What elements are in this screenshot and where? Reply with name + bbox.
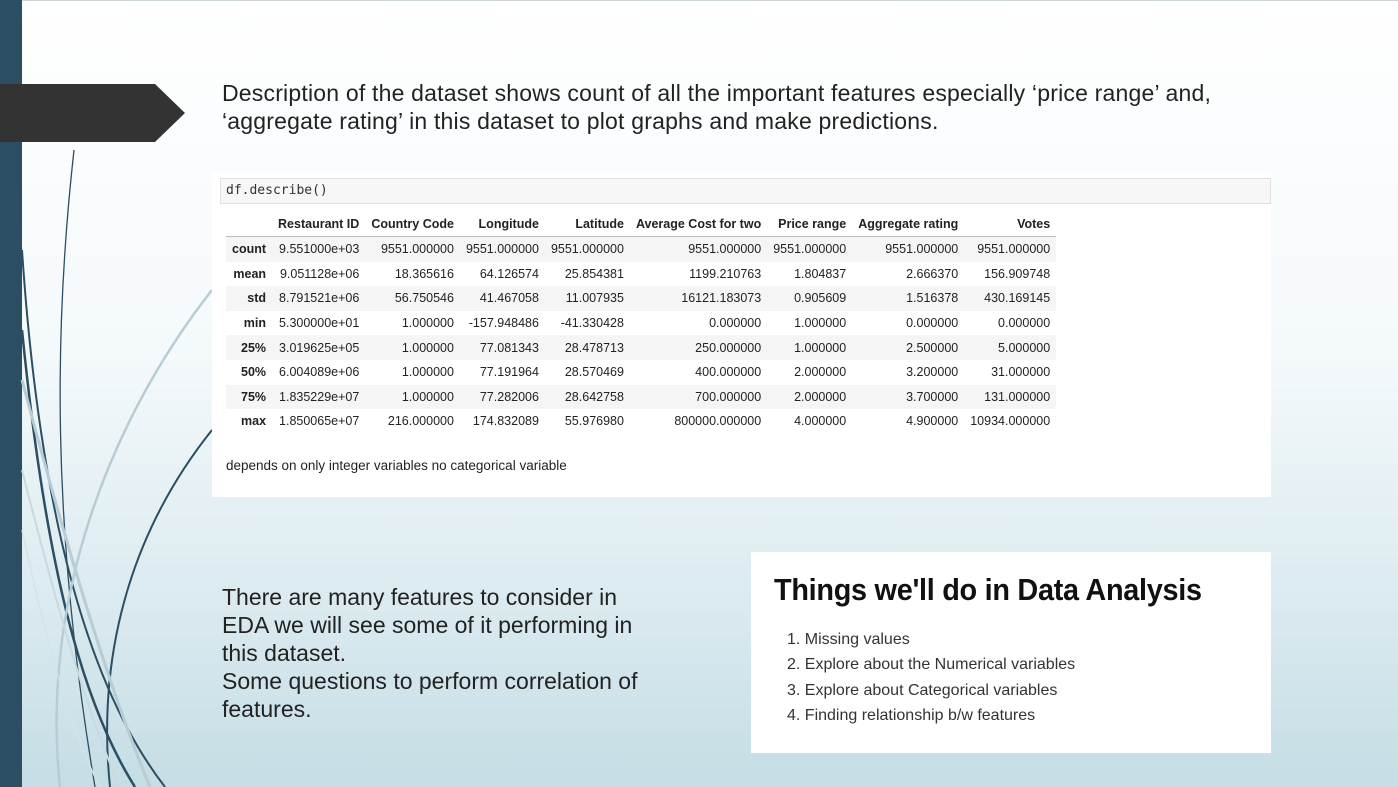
list-item: 2. Explore about the Numerical variables [787, 656, 1076, 674]
eda-description-line: There are many features to consider in [222, 584, 618, 610]
table-cell: 5.300000e+01 [279, 316, 360, 331]
table-cell: 9.551000e+03 [279, 242, 360, 257]
list-item: 4. Finding relationship b/w features [787, 706, 1036, 724]
table-cell: 1.000000 [794, 340, 847, 355]
table-row [226, 385, 1056, 410]
row-label: max [241, 414, 267, 429]
table-cell: 0.000000 [709, 316, 762, 331]
table-cell: 77.282006 [479, 389, 539, 404]
table-cell: 77.081343 [479, 340, 539, 355]
table-cell: 2.000000 [794, 365, 847, 380]
eda-description [222, 583, 722, 723]
table-cell: 9551.000000 [465, 242, 539, 257]
table-cell: 1199.210763 [689, 266, 762, 281]
row-label: mean [233, 266, 267, 281]
table-row [226, 360, 1056, 385]
describe-table [226, 212, 1056, 434]
table-cell: 156.909748 [984, 266, 1051, 281]
table-row [226, 335, 1056, 360]
table-cell: 0.000000 [906, 316, 959, 331]
table-cell: 41.467058 [479, 291, 539, 306]
analysis-plan-card [751, 552, 1271, 753]
eda-description-line: Some questions to perform correlation of [222, 668, 638, 694]
table-cell: 56.750546 [394, 291, 454, 306]
row-label: min [243, 316, 267, 331]
table-row [226, 262, 1056, 287]
table-cell: 18.365616 [394, 266, 454, 281]
table-cell: -157.948486 [468, 316, 539, 331]
table-cell: 3.019625e+05 [279, 340, 360, 355]
column-header: Latitude [545, 212, 630, 237]
table-cell: 400.000000 [695, 365, 762, 380]
card-title: Things we'll do in Data Analysis [774, 572, 1202, 607]
eda-description-line: features. [222, 696, 312, 722]
table-cell: 131.000000 [984, 389, 1051, 404]
table-body [226, 237, 1056, 434]
table-cell: 1.850065e+07 [279, 414, 360, 429]
code-cell[interactable]: df.describe() [220, 178, 1271, 204]
table-cell: 700.000000 [695, 389, 762, 404]
table-row [226, 311, 1056, 336]
table-cell: 5.000000 [998, 340, 1051, 355]
table-cell: 216.000000 [387, 414, 454, 429]
column-header: Restaurant ID [272, 212, 365, 237]
table-cell: 28.478713 [564, 340, 624, 355]
table-cell: 9551.000000 [773, 242, 847, 257]
table-cell: 0.905609 [794, 291, 847, 306]
column-header [226, 212, 272, 237]
table-cell: -41.330428 [560, 316, 624, 331]
table-cell: 55.976980 [564, 414, 624, 429]
row-label: 25% [241, 340, 267, 355]
list-item: 1. Missing values [787, 631, 910, 648]
table-cell: 430.169145 [984, 291, 1051, 306]
table-cell: 16121.183073 [681, 291, 762, 306]
table-cell: 1.000000 [401, 389, 454, 404]
column-header: Aggregate rating [852, 212, 964, 237]
table-cell: 800000.000000 [674, 414, 762, 429]
intro-text: Description of the dataset shows count of all the important features especially ‘price range’ and, ‘aggregate rating’ in this dataset to plot graphs and make predictions. [222, 80, 1212, 134]
table-cell: 2.666370 [906, 266, 959, 281]
table-cell: 9551.000000 [885, 242, 959, 257]
table-header-row [226, 212, 1056, 237]
notebook-output-panel [212, 172, 1271, 497]
table-cell: 4.000000 [794, 414, 847, 429]
table-cell: 1.000000 [401, 316, 454, 331]
table-cell: 11.007935 [565, 291, 624, 306]
arrow-tab-shape [0, 84, 185, 142]
column-header: Votes [964, 212, 1056, 237]
table-cell: 174.832089 [472, 414, 539, 429]
table-row [226, 409, 1056, 434]
table-cell: 1.804837 [794, 266, 847, 281]
eda-description-line: this dataset. [222, 640, 347, 666]
row-label: 75% [241, 389, 267, 404]
list-item: 3. Explore about Categorical variables [787, 681, 1058, 699]
table-cell: 1.835229e+07 [279, 389, 360, 404]
column-header: Average Cost for two [630, 212, 767, 237]
table-cell: 0.000000 [998, 316, 1051, 331]
row-label: count [232, 242, 267, 257]
table-cell: 28.570469 [564, 365, 624, 380]
row-label: std [247, 291, 267, 306]
table-cell: 77.191964 [479, 365, 539, 380]
table-cell: 1.516378 [906, 291, 959, 306]
table-cell: 64.126574 [479, 266, 539, 281]
table-cell: 3.700000 [906, 389, 959, 404]
table-cell: 8.791521e+06 [279, 291, 360, 306]
table-cell: 9551.000000 [688, 242, 762, 257]
table-cell: 4.900000 [906, 414, 959, 429]
table-cell: 9551.000000 [550, 242, 624, 257]
column-header: Country Code [365, 212, 460, 237]
table-cell: 1.000000 [401, 365, 454, 380]
table-row [226, 286, 1056, 311]
eda-description-line: EDA we will see some of it performing in [222, 612, 633, 638]
table-row [226, 237, 1056, 262]
table-cell: 10934.000000 [970, 414, 1051, 429]
table-cell: 9551.000000 [380, 242, 454, 257]
column-header: Price range [767, 212, 852, 237]
table-cell: 2.500000 [906, 340, 959, 355]
column-header: Longitude [460, 212, 545, 237]
table-cell: 6.004089e+06 [279, 365, 360, 380]
table-cell: 1.000000 [794, 316, 847, 331]
table-cell: 9551.000000 [977, 242, 1051, 257]
table-cell: 25.854381 [564, 266, 624, 281]
table-cell: 2.000000 [794, 389, 847, 404]
table-note: depends on only integer variables no categorical variable [226, 458, 567, 473]
table-cell: 3.200000 [906, 365, 959, 380]
row-label: 50% [241, 365, 267, 380]
table-cell: 9.051128e+06 [279, 266, 360, 281]
table-cell: 1.000000 [401, 340, 454, 355]
table-cell: 250.000000 [695, 340, 762, 355]
analysis-steps-list [787, 627, 1075, 728]
table-cell: 28.642758 [564, 389, 624, 404]
table-cell: 31.000000 [991, 365, 1051, 380]
